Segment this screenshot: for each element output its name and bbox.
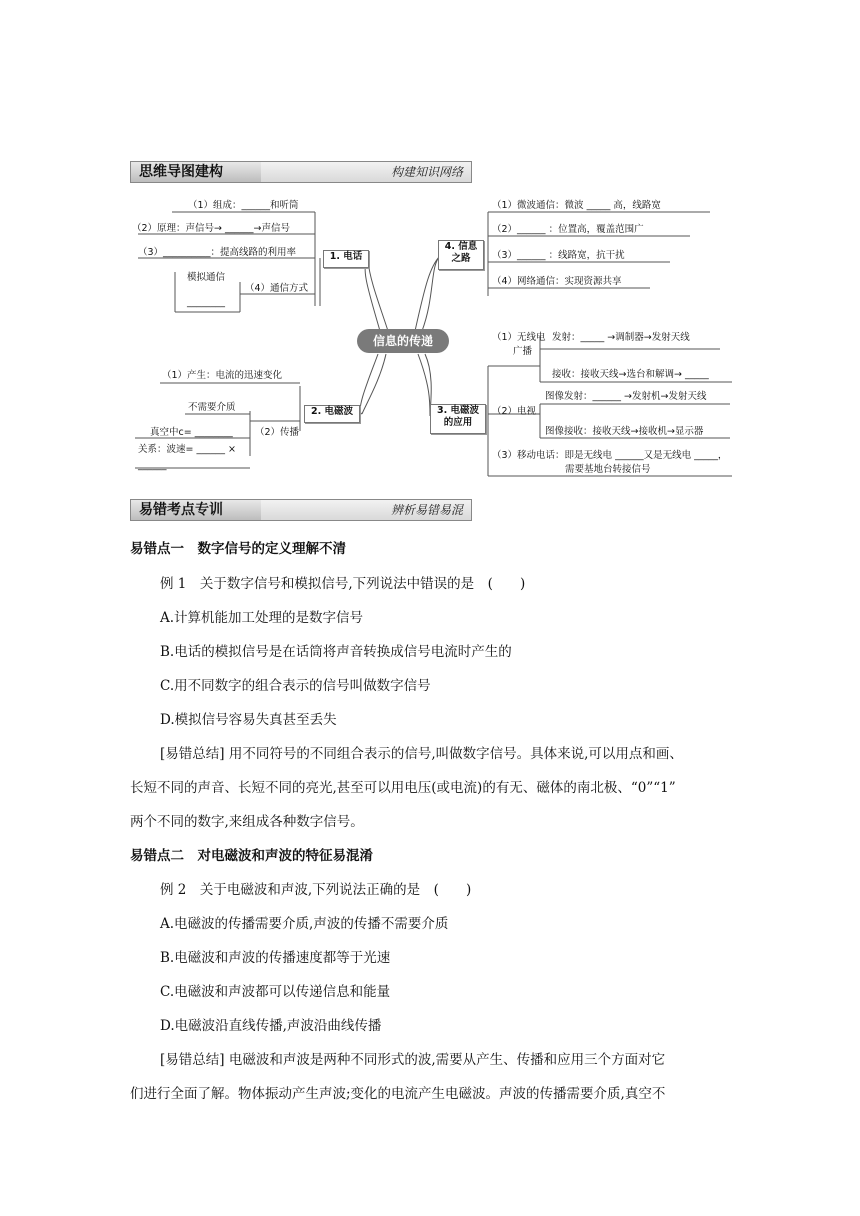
branch-em-application [430, 404, 486, 434]
b4-item-4: （4）网络通信：实现资源共享 [492, 276, 622, 287]
summary-1-line3: 两个不同的数字,来组成各种数字信号。 [130, 814, 364, 830]
b3-radio-receive: 接收：接收天线→选台和解调→ _____ [552, 369, 709, 380]
b2-relation: 关系：波速= ______ × [138, 444, 236, 455]
b3-radio-send: 发射：_____ →调制器→发射天线 [552, 332, 690, 343]
b3-mobile: （3）移动电话：即是无线电 ______又是无线电 _____， [492, 450, 728, 461]
branch-telephone: 1. 电话 [323, 250, 369, 268]
summary-1-line2: 长短不同的声音、长短不同的亮光,甚至可以用电压(或电流)的有无、磁体的南北极、“0”“1” [130, 780, 676, 796]
summary-1-line1: [易错总结] 用不同符号的不同组合表示的信号,叫做数字信号。具体来说,可以用点和画、 [160, 746, 683, 762]
b3-radio: （1）无线电 [492, 332, 546, 343]
option-2d: D.电磁波沿直线传播,声波沿曲线传播 [160, 1018, 382, 1034]
b4-title-2: 之路 [451, 253, 471, 264]
option-1b: B.电话的模拟信号是在话筒将声音转换成信号电流时产生的 [160, 644, 512, 660]
summary-2-line1: [易错总结] 电磁波和声波是两种不同形式的波,需要从产生、传播和应用三个方面对它 [160, 1052, 666, 1068]
option-1a: A.计算机能加工处理的是数字信号 [160, 610, 364, 626]
b3-tv: （2）电视 [492, 406, 537, 417]
b1-item-composition: （1）组成：______和听筒 [188, 200, 299, 211]
banner-title: 思维导图建构 [131, 162, 261, 182]
b1-item-principle: （2）原理：声信号→ ______→声信号 [132, 223, 290, 234]
error-point-1-heading: 易错点一 数字信号的定义理解不清 [130, 541, 346, 557]
mind-map [130, 186, 732, 484]
b4-item-1: （1）微波通信：微波 _____ 高，线路宽 [492, 200, 661, 211]
b3-broadcast: 广播 [513, 346, 533, 357]
b3-tv-receive: 图像接收：接收天线→接收机→显示器 [545, 426, 704, 437]
b3-mobile-note: 需要基地台转接信号 [565, 464, 651, 475]
mindmap-banner [130, 161, 472, 183]
option-2c: C.电磁波和声波都可以传递信息和能量 [160, 984, 391, 1000]
banner-subtitle: 构建知识网络 [390, 165, 463, 179]
b2-blank: ______ [138, 460, 167, 471]
b1-blank: ________ [187, 297, 225, 308]
error-point-2-heading: 易错点二 对电磁波和声波的特征易混淆 [130, 848, 373, 864]
b1-item-method: （4）通信方式 [245, 283, 309, 294]
b1-item-3: （3）__________：提高线路的利用率 [138, 247, 297, 258]
mind-map-center: 信息的传递 [357, 329, 449, 353]
b2-no-medium: 不需要介质 [188, 402, 236, 413]
option-1d: D.模拟信号容易失真甚至丢失 [160, 712, 337, 728]
option-2b: B.电磁波和声波的传播速度都等于光速 [160, 950, 391, 966]
b4-item-2: （2）______ ：位置高，覆盖范围广 [492, 224, 644, 235]
option-1c: C.用不同数字的组合表示的信号叫做数字信号 [160, 678, 431, 694]
b3-title: 3. 电磁波的应用 [436, 405, 480, 428]
example-1: 例 1 关于数字信号和模拟信号,下列说法中错误的是 ( ) [160, 576, 526, 592]
b1-analog: 模拟通信 [187, 272, 226, 283]
b2-item-produce: （1）产生：电流的迅速变化 [162, 370, 283, 381]
option-2a: A.电磁波的传播需要介质,声波的传播不需要介质 [160, 916, 449, 932]
b2-item-propagate: （2）传播 [255, 427, 300, 438]
b3-tv-send: 图像发射：______ →发射机→发射天线 [545, 391, 707, 402]
branch-em-wave: 2. 电磁波 [304, 405, 360, 423]
summary-2-line2: 们进行全面了解。物体振动产生声波;变化的电流产生电磁波。声波的传播需要介质,真空不 [130, 1086, 666, 1102]
example-2: 例 2 关于电磁波和声波,下列说法正确的是 ( ) [160, 882, 472, 898]
banner-subtitle: 辨析易错易混 [390, 503, 463, 517]
b2-speed: 真空中c= ________ [150, 427, 233, 438]
banner-title: 易错考点专训 [131, 500, 261, 520]
branch-info-road [438, 240, 484, 270]
b4-title-1: 4. 信息 [444, 241, 478, 252]
b4-item-3: （3）______ ：线路宽，抗干扰 [492, 250, 625, 261]
errors-banner [130, 499, 472, 521]
